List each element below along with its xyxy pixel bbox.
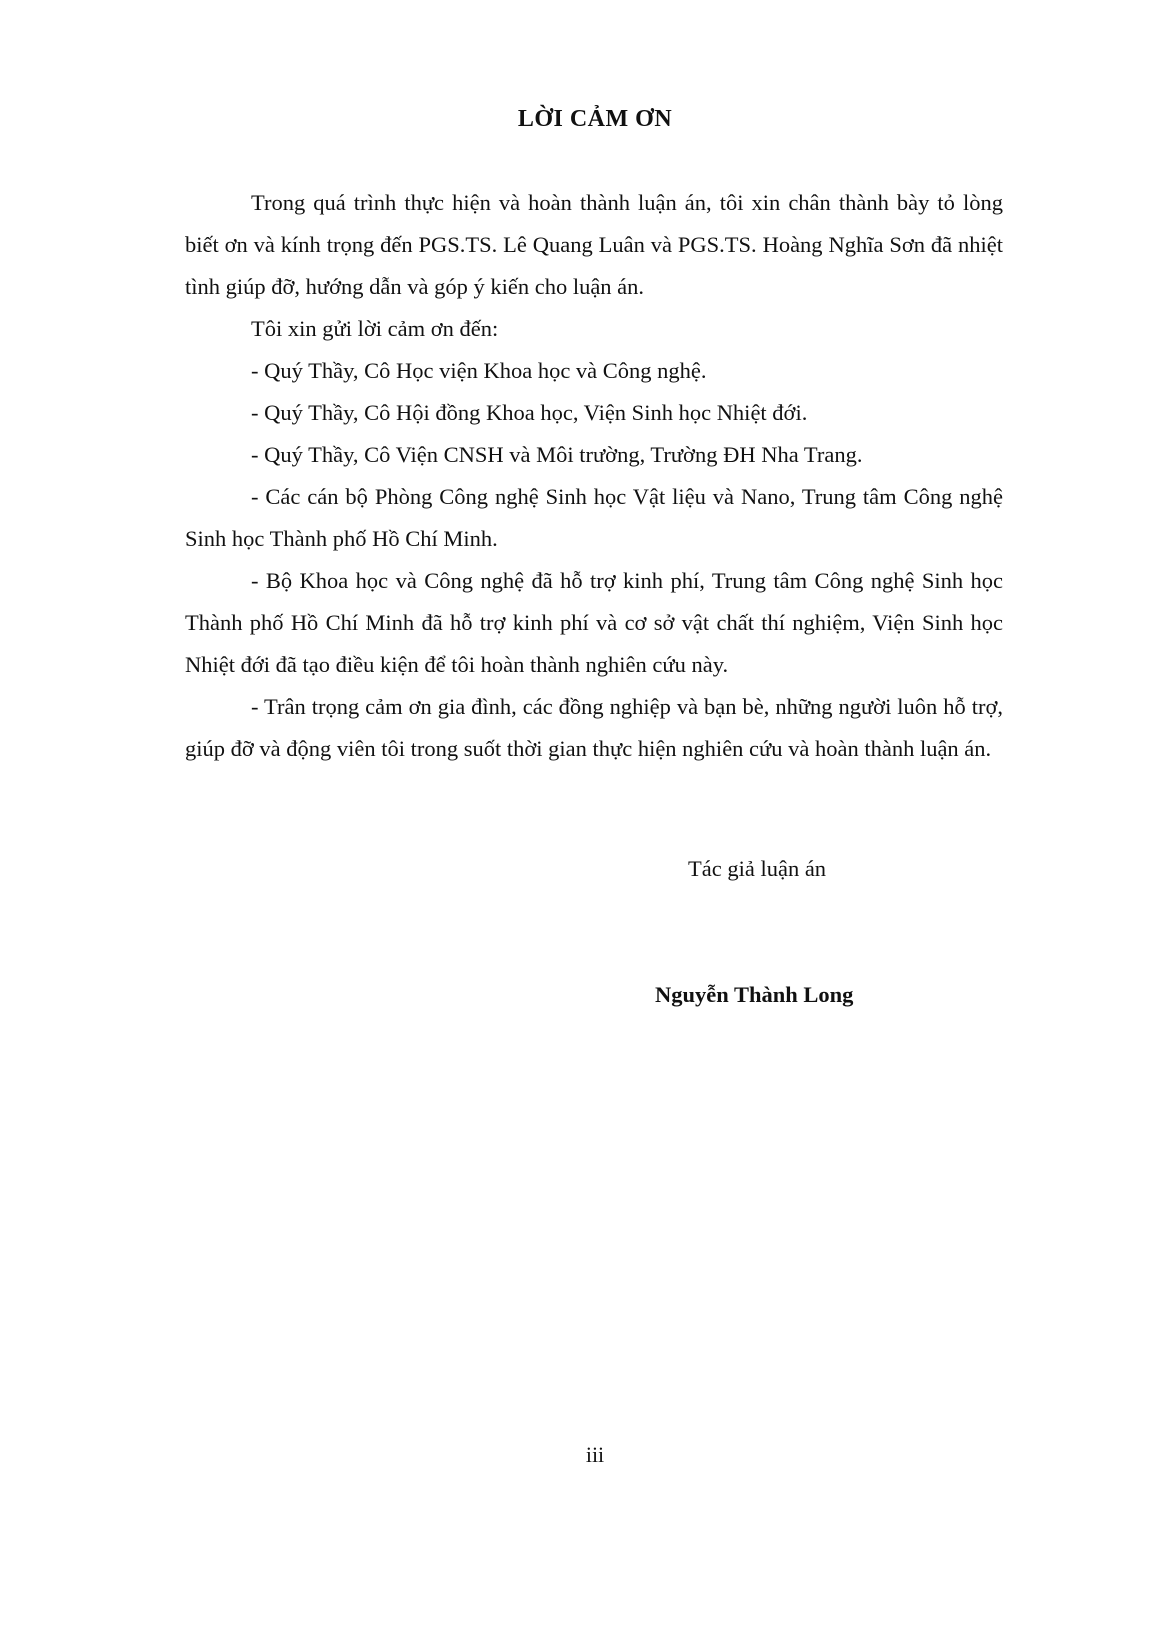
author-role: Tác giả luận án	[688, 856, 827, 881]
paragraph-thanks-academy: - Quý Thầy, Cô Học viện Khoa học và Công nghệ.	[251, 358, 707, 383]
paragraph-thanks-family: - Trân trọng cảm ơn gia đình, các đồng nghiệp và bạn bè, những người luôn hỗ trợ, giúp đỡ và động viên tôi trong suốt thời gian thực hiện nghiên cứu và hoàn thành luận án.	[185, 694, 1003, 761]
paragraph-thanks-staff: - Các cán bộ Phòng Công nghệ Sinh học Vật liệu và Nano, Trung tâm Công nghệ Sinh học Thành phố Hồ Chí Minh.	[185, 484, 1003, 551]
page-title: LỜI CẢM ƠN	[517, 106, 673, 132]
paragraph-thanks-council: - Quý Thầy, Cô Hội đồng Khoa học, Viện Sinh học Nhiệt đới.	[251, 400, 808, 425]
paragraph-thanks-lead: Tôi xin gửi lời cảm ơn đến:	[251, 316, 499, 341]
acknowledgement-body	[185, 182, 1003, 770]
paragraph-thanks-funding: - Bộ Khoa học và Công nghệ đã hỗ trợ kinh phí, Trung tâm Công nghệ Sinh học Thành phố Hồ Chí Minh đã hỗ trợ kinh phí và cơ sở vật chất thí nghiệm, Viện Sinh học Nhiệt đới đã tạo điều kiện để tôi hoàn thành nghiên cứu này.	[185, 568, 1003, 677]
paragraph-intro: Trong quá trình thực hiện và hoàn thành luận án, tôi xin chân thành bày tỏ lòng biết ơn và kính trọng đến PGS.TS. Lê Quang Luân và PGS.TS. Hoàng Nghĩa Sơn đã nhiệt tình giúp đỡ, hướng dẫn và góp ý kiến cho luận án.	[185, 190, 1003, 299]
author-name: Nguyễn Thành Long	[655, 982, 854, 1007]
page-number: iii	[585, 1442, 605, 1467]
paragraph-thanks-institute: - Quý Thầy, Cô Viện CNSH và Môi trường, Trường ĐH Nha Trang.	[251, 442, 863, 467]
